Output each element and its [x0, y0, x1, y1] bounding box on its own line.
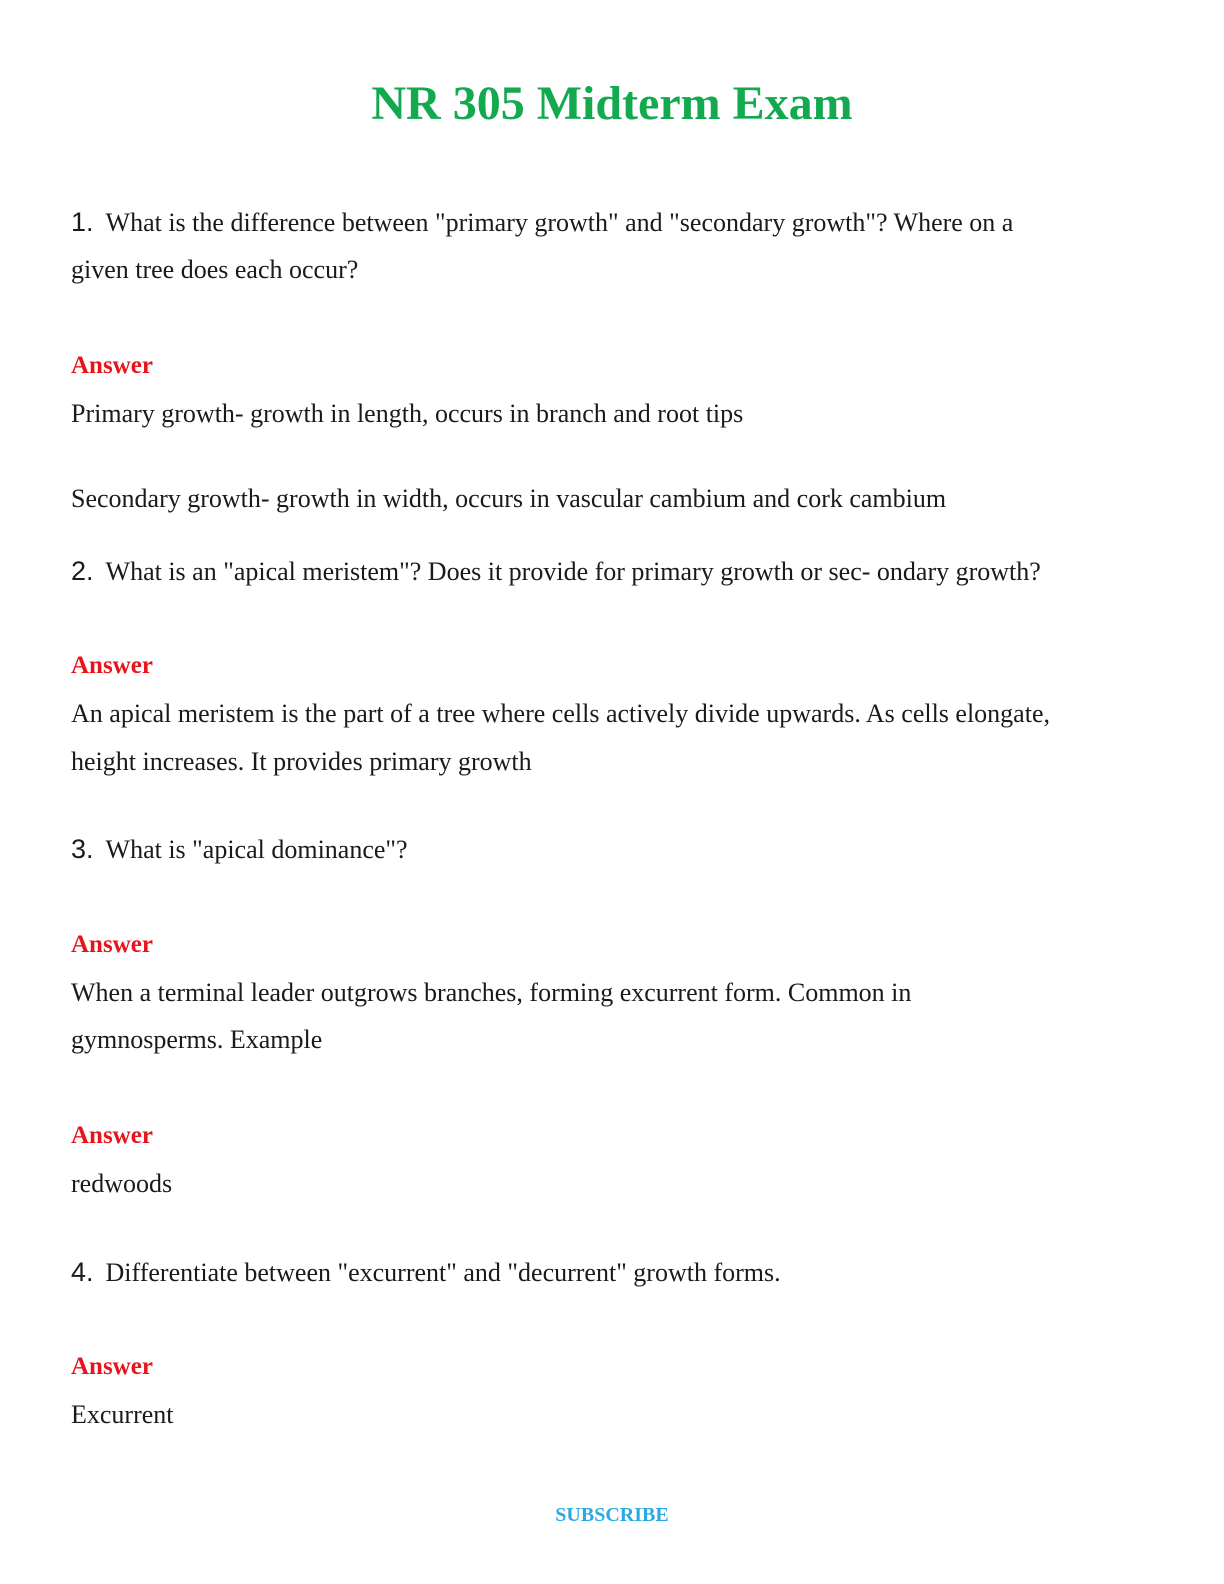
- question-4-line-1: [71, 1256, 781, 1289]
- question-1-number: 1.: [71, 207, 94, 237]
- answer-2-line-1: An apical meristem is the part of a tree where cells actively divide upwards. As cells elongate,: [71, 699, 1050, 728]
- question-2-text: What is an "apical meristem"? Does it provide for primary growth or sec- ondary growth?: [105, 557, 1041, 586]
- answer-1-line-1: Primary growth- growth in length, occurs in branch and root tips: [71, 399, 744, 428]
- answer-label: Answer: [71, 352, 153, 379]
- question-2-number: 2.: [71, 556, 94, 586]
- question-2-line-1: [71, 555, 1041, 588]
- answer-label: Answer: [71, 1353, 153, 1380]
- answer-2-line-2: height increases. It provides primary growth: [71, 747, 532, 776]
- answer-label: Answer: [71, 931, 153, 958]
- answer-3-line-1: When a terminal leader outgrows branches, forming excurrent form. Common in: [71, 978, 912, 1007]
- question-1-line-2: given tree does each occur?: [71, 255, 359, 284]
- question-4-text: Differentiate between "excurrent" and "decurrent" growth forms.: [105, 1258, 781, 1287]
- question-3-text: What is "apical dominance"?: [105, 835, 408, 864]
- answer-1-line-2: Secondary growth- growth in width, occurs in vascular cambium and cork cambium: [71, 484, 947, 513]
- answer-4-line-1: Excurrent: [71, 1400, 174, 1429]
- question-3-number: 3.: [71, 834, 94, 864]
- answer-label: Answer: [71, 1122, 153, 1149]
- question-4-number: 4.: [71, 1257, 94, 1287]
- question-1-text: What is the difference between "primary growth" and "secondary growth"? Where on a: [105, 208, 1014, 237]
- subscribe-link[interactable]: SUBSCRIBE: [555, 1504, 669, 1526]
- question-3-line-1: [71, 833, 408, 866]
- question-1-line-1: [71, 206, 1013, 239]
- answer-3-line-2: gymnosperms. Example: [71, 1025, 323, 1054]
- answer-3b-line-1: redwoods: [71, 1169, 173, 1198]
- page-title: NR 305 Midterm Exam: [371, 77, 853, 130]
- answer-label: Answer: [71, 652, 153, 679]
